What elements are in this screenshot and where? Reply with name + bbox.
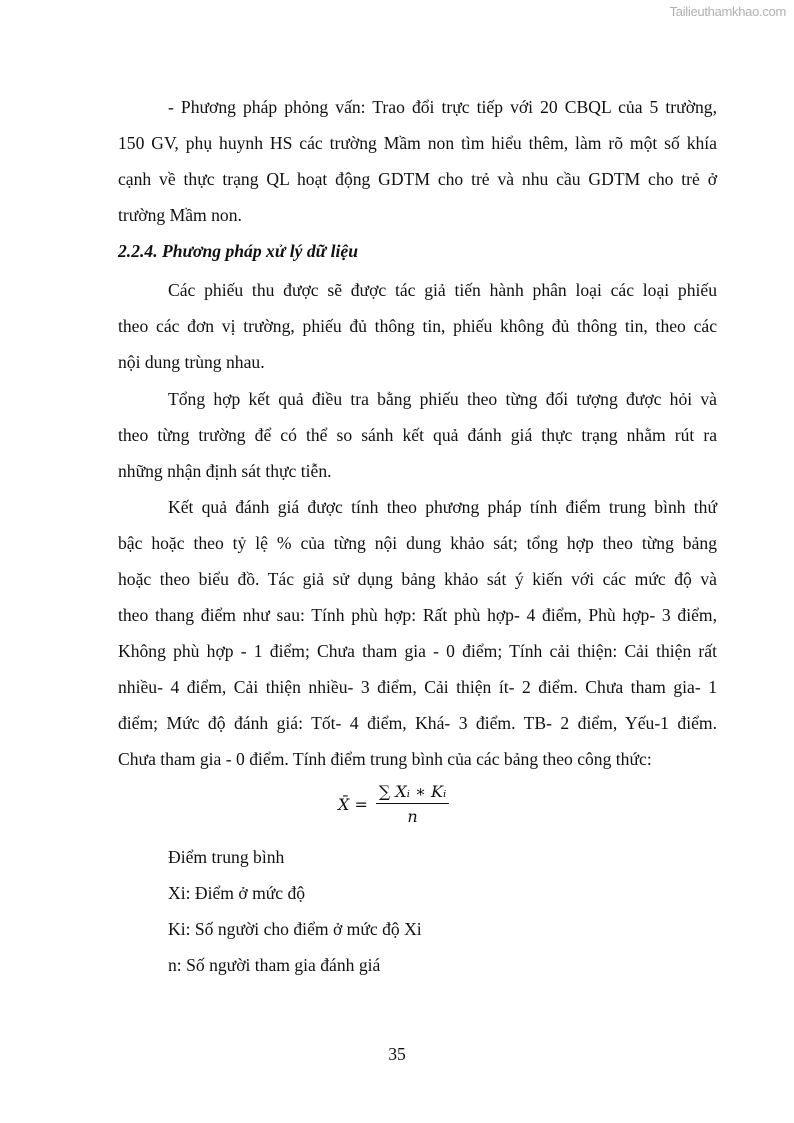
paragraph-line: trường Mầm non. bbox=[118, 205, 242, 225]
paragraph-line: Các phiếu thu được sẽ được tác giả tiến hành phân loại các loại phiếu bbox=[168, 280, 717, 300]
formula-numerator: ∑ Xᵢ ∗ Kᵢ bbox=[376, 782, 449, 804]
legend-line: Ki: Số người cho điểm ở mức độ Xi bbox=[168, 919, 422, 939]
paragraph-line: những nhận định sát thực tiễn. bbox=[118, 461, 332, 481]
paragraph-line: Kết quả đánh giá được tính theo phương pháp tính điểm trung bình thứ bbox=[168, 497, 717, 517]
paragraph-line: Chưa tham gia - 0 điểm. Tính điểm trung bình của các bảng theo công thức: bbox=[118, 749, 652, 769]
paragraph-line: theo các đơn vị trường, phiếu đủ thông tin, phiếu không đủ thông tin, theo các bbox=[118, 316, 717, 336]
paragraph-line: bậc hoặc theo tỷ lệ % của từng nội dung khảo sát; tổng hợp theo từng bảng bbox=[118, 533, 717, 553]
paragraph-line: theo thang điểm như sau: Tính phù hợp: Rất phù hợp- 4 điểm, Phù hợp- 3 điểm, bbox=[118, 605, 717, 625]
formula-denominator: n bbox=[407, 807, 418, 826]
section-heading: 2.2.4. Phương pháp xử lý dữ liệu bbox=[118, 241, 358, 261]
formula-lhs: X̄ = bbox=[338, 794, 368, 814]
paragraph-line: - Phương pháp phỏng vấn: Trao đổi trực tiếp với 20 CBQL của 5 trường, bbox=[168, 97, 717, 117]
watermark: Tailieuthamkhao.com bbox=[669, 4, 786, 19]
legend-line: n: Số người tham gia đánh giá bbox=[168, 955, 381, 975]
paragraph-line: theo từng trường để có thể so sánh kết quả đánh giá thực trạng nhằm rút ra bbox=[118, 425, 717, 445]
mean-formula bbox=[338, 782, 449, 826]
legend-line: Xi: Điểm ở mức độ bbox=[168, 883, 306, 903]
paragraph-line: hoặc theo biểu đồ. Tác giả sử dụng bảng khảo sát ý kiến với các mức độ và bbox=[118, 569, 717, 589]
paragraph-line: nội dung trùng nhau. bbox=[118, 352, 265, 372]
paragraph-line: cạnh về thực trạng QL hoạt động GDTM cho trẻ và nhu cầu GDTM cho trẻ ở bbox=[118, 169, 717, 189]
paragraph-line: điểm; Mức độ đánh giá: Tốt- 4 điểm, Khá- 3 điểm. TB- 2 điểm, Yếu-1 điểm. bbox=[118, 713, 717, 733]
paragraph-line: 150 GV, phụ huynh HS các trường Mầm non tìm hiểu thêm, làm rõ một số khía bbox=[118, 133, 717, 153]
formula-fraction bbox=[376, 782, 449, 826]
paragraph-line: Không phù hợp - 1 điểm; Chưa tham gia - 0 điểm; Tính cải thiện: Cải thiện rất bbox=[118, 641, 717, 661]
page-number: 35 bbox=[388, 1044, 406, 1064]
paragraph-line: nhiều- 4 điểm, Cải thiện nhiều- 3 điểm, Cải thiện ít- 2 điểm. Chưa tham gia- 1 bbox=[118, 677, 717, 697]
legend-line: Điểm trung bình bbox=[168, 847, 285, 867]
paragraph-line: Tổng hợp kết quả điều tra bằng phiếu theo từng đối tượng được hỏi và bbox=[168, 389, 717, 409]
